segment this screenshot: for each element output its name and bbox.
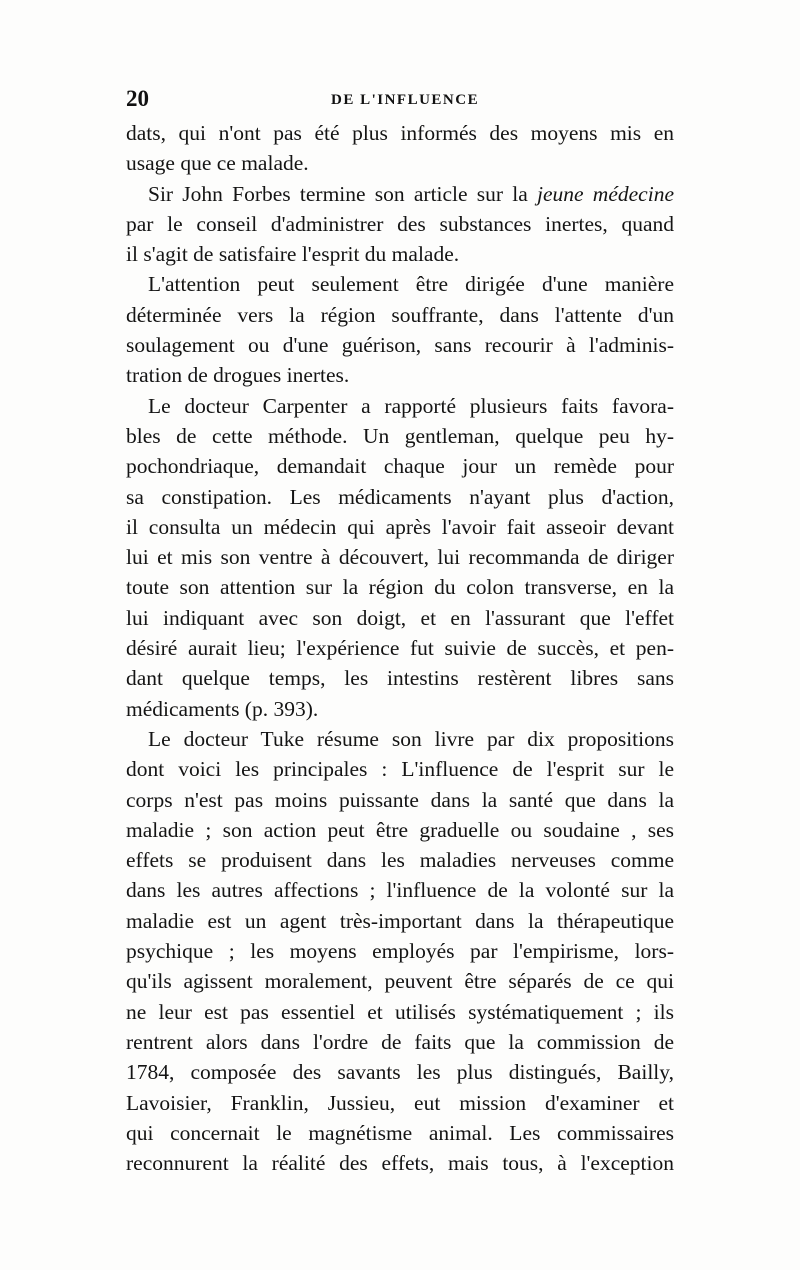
text-line — [126, 966, 674, 996]
text-line-content: dans les autres affections ; l'influence de la volonté sur la — [126, 878, 674, 903]
text-line-content: Lavoisier, Franklin, Jussieu, eut mission d'examiner et — [126, 1090, 674, 1115]
text-line-content: corps n'est pas moins puissante dans la santé que dans la — [126, 787, 674, 812]
text-line — [126, 815, 674, 845]
text-line-content: effets se produisent dans les maladies nerveuses comme — [126, 848, 674, 873]
running-head — [126, 86, 674, 116]
text-line — [126, 179, 674, 209]
text-line-content: usage que ce malade. — [126, 151, 309, 176]
text-line-content: ne leur est pas essentiel et utilisés systématiquement ; ils — [126, 999, 674, 1024]
page-number: 20 — [126, 86, 149, 111]
text-line-content: soulagement ou d'une guérison, sans recourir à l'adminis- — [126, 333, 674, 358]
text-line-content: Le docteur Tuke résume son livre par dix propositions — [148, 726, 674, 751]
text-line — [126, 1088, 674, 1118]
text-line — [126, 421, 674, 451]
text-line-content: bles de cette méthode. Un gentleman, quelque peu hy- — [126, 423, 674, 448]
text-line — [126, 724, 674, 754]
text-line-content: il consulta un médecin qui après l'avoir fait asseoir devant — [126, 514, 674, 539]
text-line-content: maladie est un agent très-important dans la thérapeutique — [126, 908, 674, 933]
body-text — [126, 118, 674, 1178]
text-line — [126, 906, 674, 936]
text-line-content: qui concernait le magnétisme animal. Les commissaires — [126, 1120, 674, 1145]
text-line — [126, 482, 674, 512]
running-title: DE L'INFLUENCE — [331, 92, 480, 108]
text-line — [126, 785, 674, 815]
text-line — [126, 330, 674, 360]
text-line-content: Le docteur Carpenter a rapporté plusieurs faits favora- — [148, 393, 674, 418]
text-line — [126, 148, 674, 178]
text-line-content: toute son attention sur la région du colon transverse, en la — [126, 575, 674, 600]
text-line — [126, 936, 674, 966]
text-line — [126, 845, 674, 875]
italic-text: jeune médecine — [537, 181, 674, 206]
text-line — [126, 1118, 674, 1148]
text-line — [126, 391, 674, 421]
text-line-content: par le conseil d'administrer des substances inertes, quand — [126, 211, 674, 236]
text-line — [126, 269, 674, 299]
text-line-content: L'attention peut seulement être dirigée d'une manière — [148, 272, 674, 297]
text-line-content: dant quelque temps, les intestins restèrent libres sans — [126, 666, 674, 691]
text-line-content: reconnurent la réalité des effets, mais tous, à l'exception — [126, 1151, 674, 1176]
text-line-content: dont voici les principales : L'influence de l'esprit sur le — [126, 757, 674, 782]
text-line — [126, 633, 674, 663]
text-line-content: qu'ils agissent moralement, peuvent être séparés de ce qui — [126, 969, 674, 994]
text-line — [126, 572, 674, 602]
text-line-content: rentrent alors dans l'ordre de faits que la commission de — [126, 1029, 674, 1054]
text-line — [126, 1027, 674, 1057]
text-line-content: maladie ; son action peut être graduelle ou soudaine , ses — [126, 817, 674, 842]
text-line-content: désiré aurait lieu; l'expérience fut suivie de succès, et pen- — [126, 636, 674, 661]
text-line — [126, 542, 674, 572]
text-line-content: tration de drogues inertes. — [126, 363, 350, 388]
text-line-content: dats, qui n'ont pas été plus informés des moyens mis en — [126, 121, 674, 145]
text-line — [126, 754, 674, 784]
text-line — [126, 360, 674, 390]
text-line — [126, 239, 674, 269]
text-line-content: 1784, composée des savants les plus distingués, Bailly, — [126, 1060, 674, 1085]
text-line — [126, 1057, 674, 1087]
text-line — [126, 209, 674, 239]
text-line-content: pochondriaque, demandait chaque jour un remède pour — [126, 454, 674, 479]
text-line-content: lui et mis son ventre à découvert, lui recommanda de diriger — [126, 545, 674, 570]
text-line-content: médicaments (p. 393). — [126, 696, 319, 721]
text-line-content: sa constipation. Les médicaments n'ayant plus d'action, — [126, 484, 674, 509]
text-line — [126, 300, 674, 330]
text-line — [126, 451, 674, 481]
text-line — [126, 512, 674, 542]
text-line — [126, 694, 674, 724]
text-line-content: psychique ; les moyens employés par l'empirisme, lors- — [126, 939, 674, 964]
text-line-content: Sir John Forbes termine son article sur la — [148, 181, 538, 206]
text-line — [126, 118, 674, 148]
text-line — [126, 663, 674, 693]
text-line — [126, 997, 674, 1027]
text-line-content: déterminée vers la région souffrante, dans l'attente d'un — [126, 302, 674, 327]
text-line — [126, 603, 674, 633]
text-line-content: il s'agit de satisfaire l'esprit du malade. — [126, 242, 460, 267]
text-line-content: lui indiquant avec son doigt, et en l'assurant que l'effet — [126, 605, 674, 630]
text-line — [126, 875, 674, 905]
text-line — [126, 1148, 674, 1178]
